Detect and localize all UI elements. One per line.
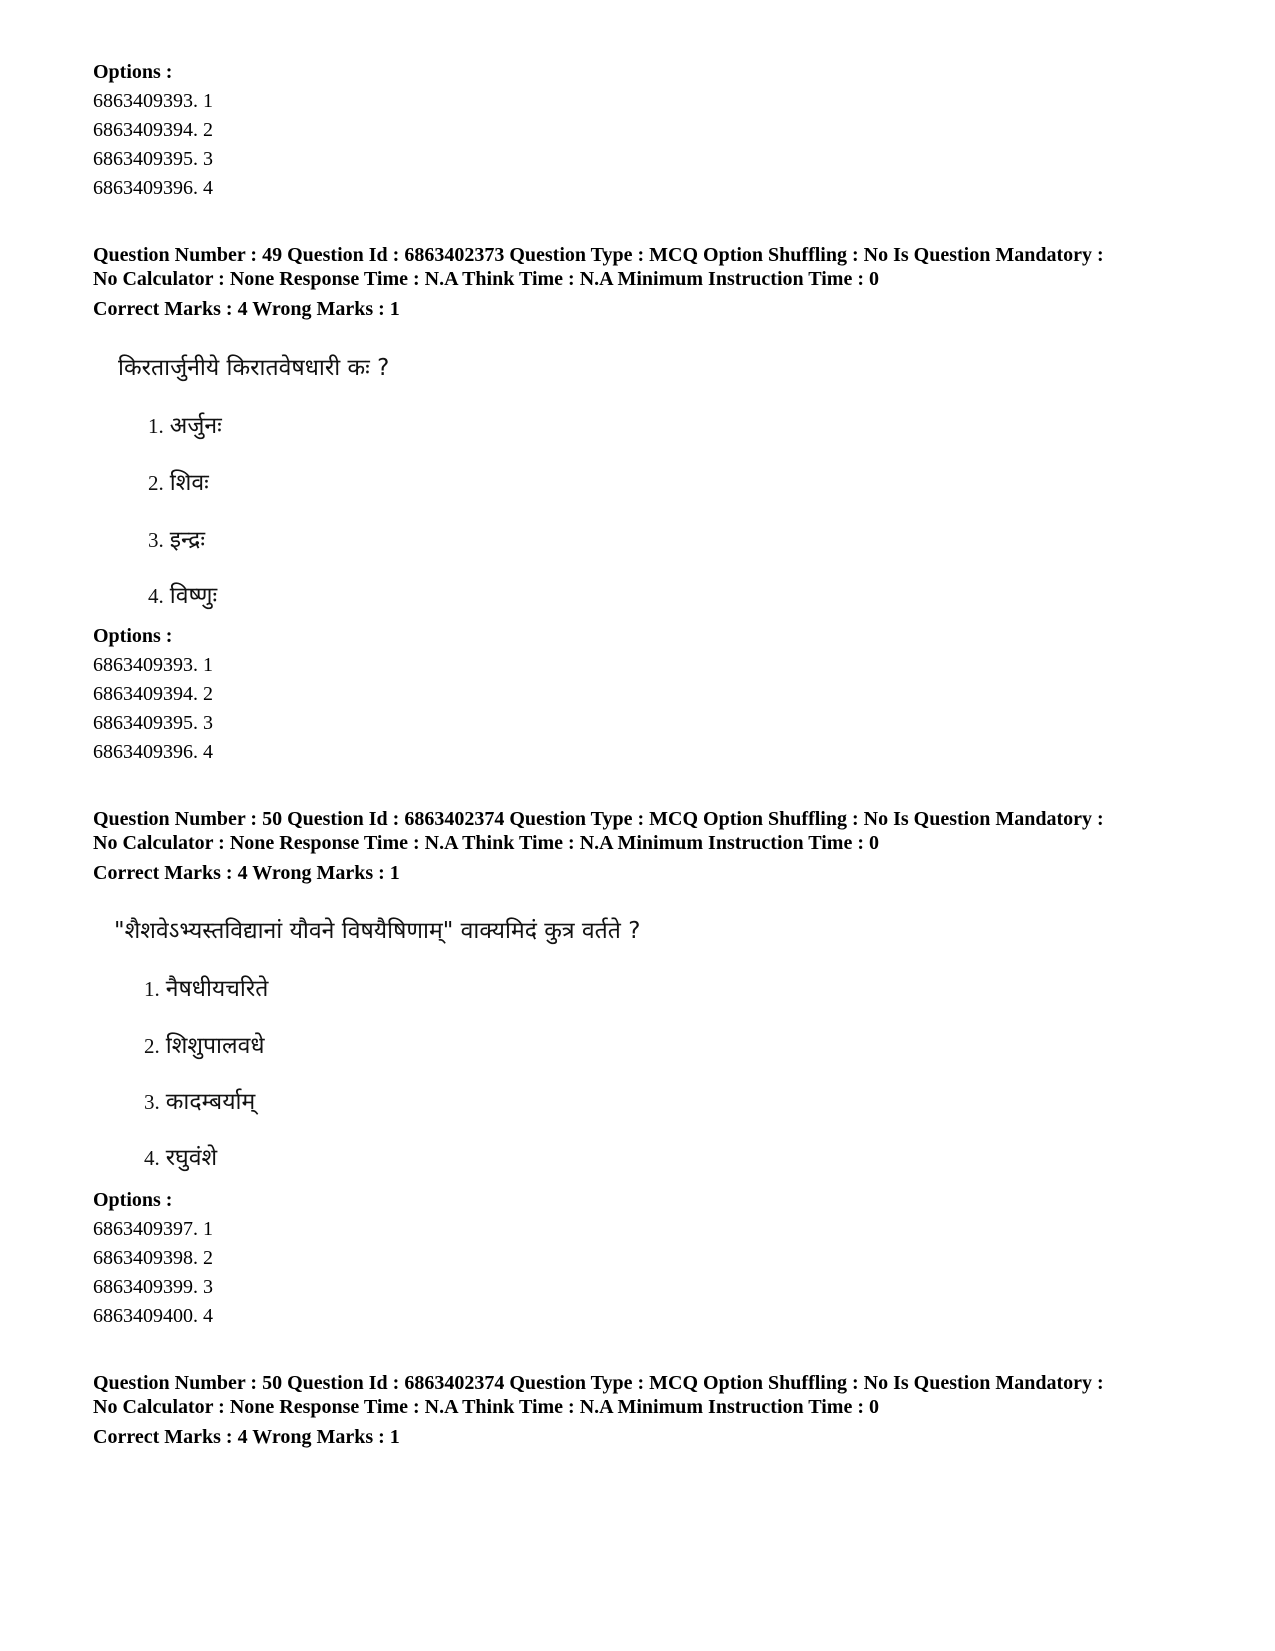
options-label: Options : [93,61,173,83]
choice-text: इन्द्रः [169,527,206,553]
question-text: "शैशवेऽभ्यस्तविद्यानां यौवने विषयैषिणाम्" वाक्यमिदं कुत्र वर्तते ? [114,918,641,944]
choice-text: नैषधीयचरिते [165,976,269,1002]
question-meta-line: No Calculator : None Response Time : N.A Think Time : N.A Minimum Instruction Time : 0 [93,268,879,290]
choice-text: रघुवंशे [165,1145,218,1171]
choice-3 [148,522,205,554]
choice-number: 1. [148,414,164,438]
option-line: 6863409400. 4 [93,1305,213,1327]
choice-number: 3. [144,1090,160,1114]
options-block [93,1186,1213,1331]
choice-text: कादम्बर्याम् [165,1089,256,1115]
choice-number: 4. [148,584,164,608]
option-line: 6863409396. 4 [93,741,213,763]
choice-3 [144,1084,255,1116]
question-meta-line: Question Number : 50 Question Id : 6863402374 Question Type : MCQ Option Shuffling : No Is Question Mandatory : [93,1372,1104,1394]
choice-text: अर्जुनः [169,413,222,439]
option-line: 6863409395. 3 [93,712,213,734]
option-line: 6863409394. 2 [93,119,213,141]
option-line: 6863409399. 3 [93,1276,213,1298]
question-meta-line: No Calculator : None Response Time : N.A Think Time : N.A Minimum Instruction Time : 0 [93,1396,879,1418]
option-line: 6863409396. 4 [93,177,213,199]
options-label: Options : [93,1189,173,1211]
question-meta-line: No Calculator : None Response Time : N.A Think Time : N.A Minimum Instruction Time : 0 [93,832,879,854]
option-line: 6863409393. 1 [93,90,213,112]
option-line: 6863409398. 2 [93,1247,213,1269]
choice-number: 2. [144,1034,160,1058]
choice-number: 3. [148,528,164,552]
choice-1 [144,971,268,1003]
choice-4 [144,1140,217,1172]
choice-1 [148,408,222,440]
option-line: 6863409397. 1 [93,1218,213,1240]
choice-text: विष्णुः [169,583,218,609]
question-meta-line: Question Number : 50 Question Id : 6863402374 Question Type : MCQ Option Shuffling : No Is Question Mandatory : [93,808,1104,830]
option-line: 6863409395. 3 [93,148,213,170]
choice-text: शिवः [169,470,209,496]
option-line: 6863409393. 1 [93,654,213,676]
choice-number: 2. [148,471,164,495]
question-text: किरतार्जुनीये किरातवेषधारी कः ? [118,355,390,381]
choice-2 [144,1028,265,1060]
question-marks: Correct Marks : 4 Wrong Marks : 1 [93,862,400,884]
question-meta [93,243,1213,324]
option-line: 6863409394. 2 [93,683,213,705]
question-marks: Correct Marks : 4 Wrong Marks : 1 [93,1426,400,1448]
question-marks: Correct Marks : 4 Wrong Marks : 1 [93,298,400,320]
options-label: Options : [93,625,173,647]
question-meta [93,807,1213,888]
top-options-block [93,58,1213,203]
question-meta-line: Question Number : 49 Question Id : 6863402373 Question Type : MCQ Option Shuffling : No Is Question Mandatory : [93,244,1104,266]
choice-4 [148,578,217,610]
choice-number: 4. [144,1146,160,1170]
choice-number: 1. [144,977,160,1001]
choice-text: शिशुपालवधे [165,1033,265,1059]
question-meta [93,1371,1213,1452]
options-block [93,622,1213,767]
choice-2 [148,465,209,497]
